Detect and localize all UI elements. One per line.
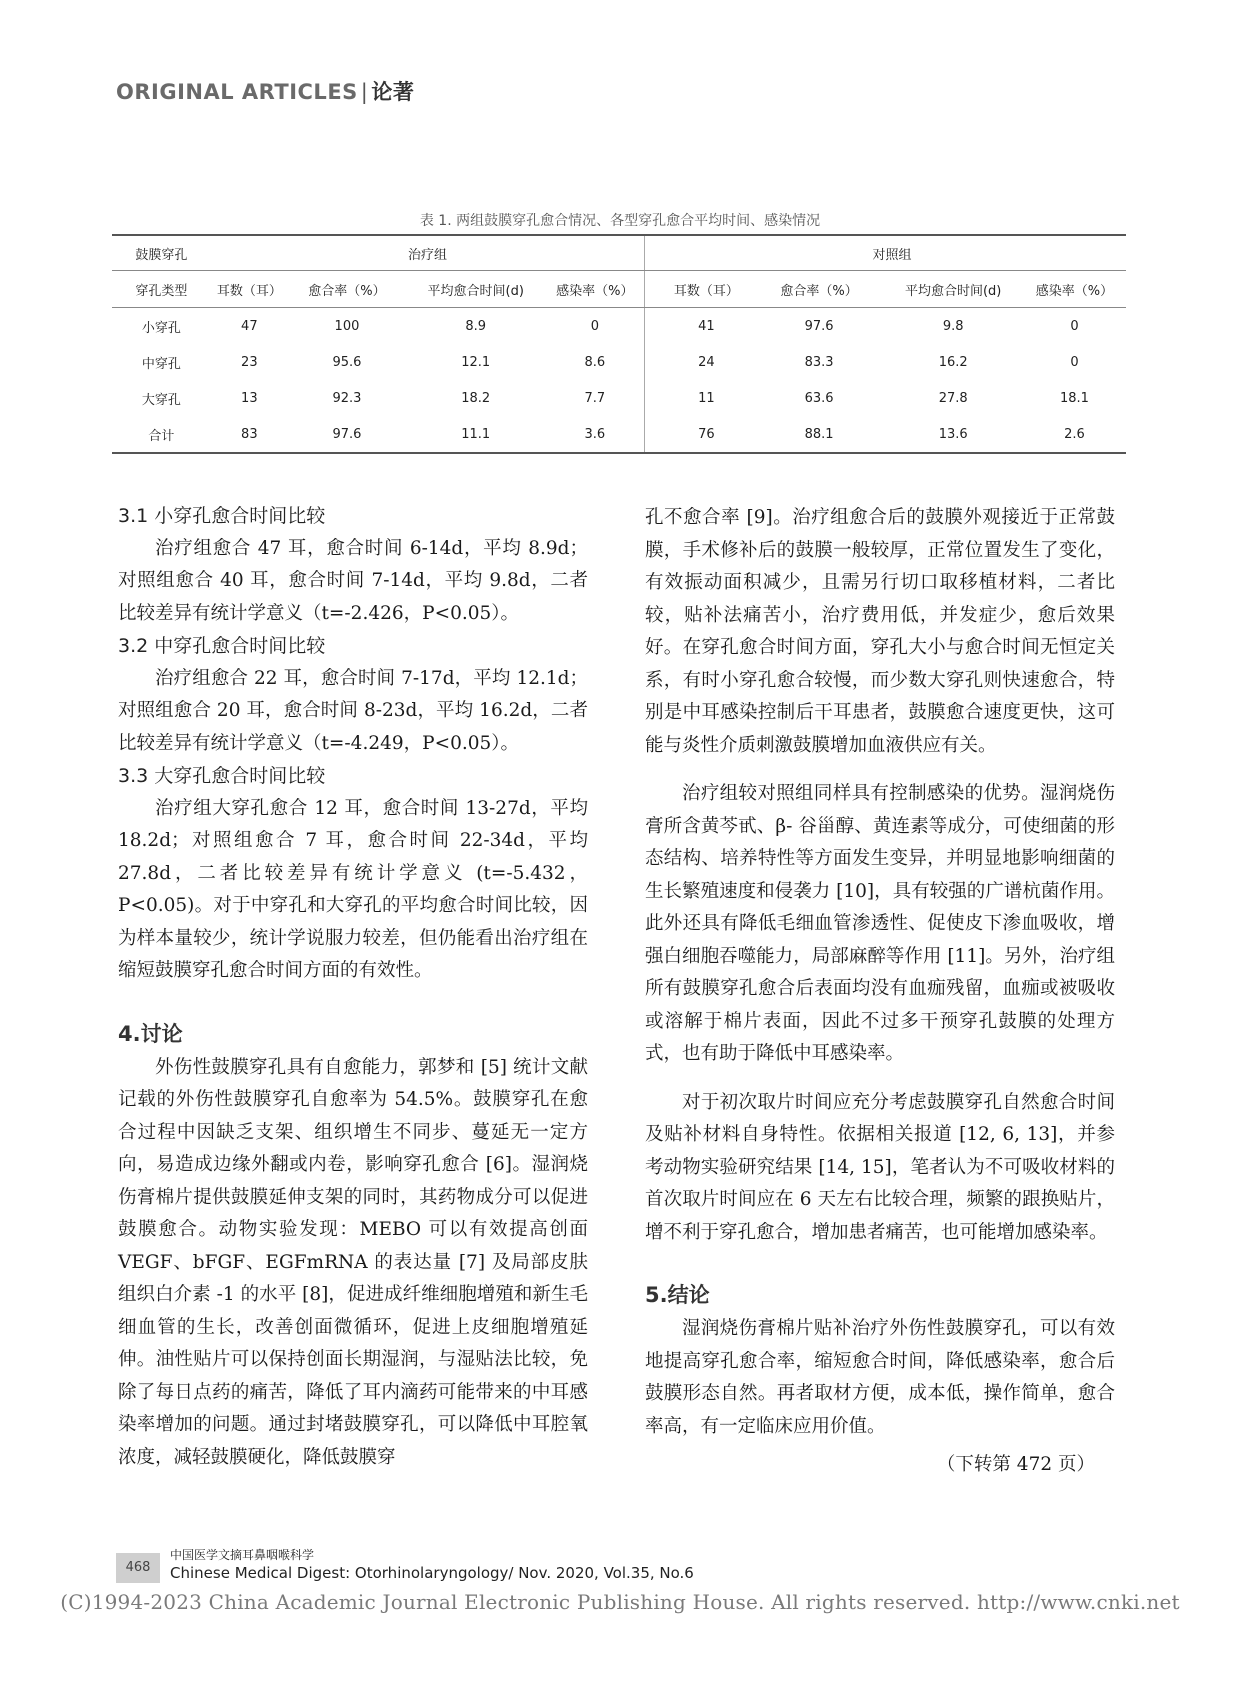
- table-cell: 13: [241, 390, 258, 406]
- header-separator: |: [360, 80, 369, 104]
- table-type-label: 穿孔类型: [112, 271, 211, 308]
- table-cell: 27.8: [938, 390, 968, 406]
- table-row: [112, 308, 1126, 345]
- table-cell: 18.2: [461, 390, 491, 406]
- table-cell: 83.3: [804, 354, 834, 370]
- table-col-header: 平均愈合时间(d): [883, 271, 1022, 308]
- table-cell: 0: [1070, 354, 1079, 370]
- section-header: [116, 76, 414, 106]
- paragraph-continued: 孔不愈合率 [9]。治疗组愈合后的鼓膜外观接近于正常鼓膜，手术修补后的鼓膜一般较厚，正常位置发生了变化，有效振动面积减少，且需另行切口取移植材料，二者比较，贴补法痛苦小，治疗费用低，并发症少，愈后效果好。在穿孔愈合时间方面，穿孔大小与愈合时间无恒定关系，有时小穿孔愈合较慢，而少数大穿孔则快速愈合，特别是中耳感染控制后干耳患者，鼓膜愈合速度更快，这可能与炎性介质刺激鼓膜增加血液供应有关。: [645, 507, 1115, 756]
- section-heading-discussion: 4.讨论: [118, 1021, 183, 1046]
- table-cell: 41: [698, 318, 715, 334]
- table-cell: 92.3: [332, 390, 362, 406]
- table-row-type: 中穿孔: [141, 356, 181, 372]
- right-column: [645, 502, 1115, 1482]
- table-cell: 2.6: [1023, 416, 1126, 453]
- table-group-row: [112, 235, 1126, 271]
- table-caption: 表 1. 两组鼓膜穿孔愈合情况、各型穿孔愈合平均时间、感染情况: [419, 213, 821, 229]
- table-cell: 18.1: [1059, 390, 1089, 406]
- table-cell: 16.2: [938, 354, 968, 370]
- paragraph-3-1: 治疗组愈合 47 耳，愈合时间 6-14d，平均 8.9d；对照组愈合 40 耳，愈合时间 7-14d，平均 9.8d，二者比较差异有统计学意义（t=-2.426，P<0.05）。: [118, 537, 588, 624]
- table-row: [112, 416, 1126, 453]
- paragraph-removal-time: 对于初次取片时间应充分考虑鼓膜穿孔自然愈合时间及贴补材料自身特性。依据相关报道 [12, 6, 13]，并参考动物实验研究结果 [14, 15]，笔者认为不可吸收材料的首次取片时间应在 6 天左右比较合理，频繁的跟换贴片，增不利于穿孔愈合，增加患者痛苦，也可能增加感染率。: [645, 1091, 1115, 1243]
- table-row-type: 合计: [112, 416, 211, 453]
- table-treatment-header: 治疗组: [211, 235, 645, 271]
- table-row-type: 大穿孔: [141, 392, 181, 408]
- section-heading-3-2: 3.2 中穿孔愈合时间比较: [118, 635, 326, 657]
- table-cell: 8.9: [465, 318, 487, 334]
- left-column: [118, 500, 588, 1474]
- table-cell: 9.8: [942, 318, 964, 334]
- table-row: [112, 344, 1126, 380]
- paragraph-3-2: 治疗组愈合 22 耳，愈合时间 7-17d，平均 12.1d；对照组愈合 20 耳，愈合时间 8-23d，平均 16.2d，二者比较差异有统计学意义（t=-4.249，P<0.05）。: [118, 667, 588, 754]
- paragraph-discussion: 外伤性鼓膜穿孔具有自愈能力，郭梦和 [5] 统计文献记载的外伤性鼓膜穿孔自愈率为 54.5%。鼓膜穿孔在愈合过程中因缺乏支架、组织增生不同步、蔓延无一定方向，易造成边缘外翻或内卷，影响穿孔愈合 [6]。湿润烧伤膏棉片提供鼓膜延伸支架的同时，其药物成分可以促进鼓膜愈合。动物实验发现：MEBO 可以有效提高创面 VEGF、bFGF、EGFmRNA 的表达量 [7] 及局部皮肤组织白介素 -1 的水平 [8]，促进成纤维细胞增殖和新生毛细血管的生长，改善创面微循环，促进上皮细胞增殖延伸。油性贴片可以保持创面长期湿润，与湿贴法比较，免除了每日点药的痛苦，降低了耳内滴药可能带来的中耳感染率增加的问题。通过封堵鼓膜穿孔，可以降低中耳腔氧浓度，减轻鼓膜硬化，降低鼓膜穿: [118, 1056, 588, 1468]
- table-cell: 7.7: [545, 380, 644, 416]
- table-header-row: [112, 271, 1126, 308]
- table-cell: 8.6: [545, 344, 644, 380]
- section-heading-3-3: 3.3 大穿孔愈合时间比较: [118, 765, 326, 787]
- section-heading-3-1: 3.1 小穿孔愈合时间比较: [118, 505, 326, 527]
- table-col-header: 平均愈合时间(d): [406, 271, 545, 308]
- journal-name-en: Chinese Medical Digest: Otorhinolaryngology/ Nov. 2020, Vol.35, No.6: [170, 1564, 694, 1582]
- copyright-notice: (C)1994-2023 China Academic Journal Electronic Publishing House. All rights reserved. http://www.cnki.net: [60, 1590, 1180, 1614]
- table-col-header: 耳数（耳）: [658, 271, 755, 308]
- table-cell: 47: [241, 318, 258, 334]
- table-col-header: 感染率（%）: [545, 271, 644, 308]
- paragraph-3-3: 治疗组大穿孔愈合 12 耳，愈合时间 13-27d，平均 18.2d；对照组愈合 7 耳，愈合时间 22-34d，平均 27.8d，二者比较差异有统计学意义 (t=-5.432，P<0.05)。对于中穿孔和大穿孔的平均愈合时间比较，因为样本量较少，统计学说服力较差，但仍能看出治疗组在缩短鼓膜穿孔愈合时间方面的有效性。: [118, 797, 588, 981]
- header-cn: 论著: [371, 80, 415, 104]
- paragraph-infection: 治疗组较对照组同样具有控制感染的优势。湿润烧伤膏所含黄芩甙、β- 谷甾醇、黄连素等成分，可使细菌的形态结构、培养特性等方面发生变异，并明显地影响细菌的生长繁殖速度和侵袭力 [10]，具有较强的广谱杭菌作用。此外还具有降低毛细血管渗透性、促使皮下渗血吸收，增强白细胞吞噬能力，局部麻醉等作用 [11]。另外，治疗组所有鼓膜穿孔愈合后表面均没有血痂残留，血痂或被吸收或溶解于棉片表面，因此不过多干预穿孔鼓膜的处理方式，也有助于降低中耳感染率。: [645, 783, 1115, 1064]
- table-col-header: 愈合率（%）: [288, 271, 406, 308]
- table-cell: 3.6: [545, 416, 644, 453]
- table-cell: 97.6: [288, 416, 406, 453]
- table-cell: 11: [698, 390, 715, 406]
- table-row-type: 小穿孔: [141, 320, 181, 336]
- page-number: 468: [116, 1553, 160, 1583]
- table-cell: 83: [211, 416, 288, 453]
- section-heading-conclusion: 5.结论: [645, 1283, 710, 1307]
- table-col-header: 愈合率（%）: [755, 271, 884, 308]
- table-group-label: 鼓膜穿孔: [112, 235, 211, 271]
- results-table: [112, 234, 1126, 454]
- table-control-header: 对照组: [658, 235, 1126, 271]
- table-cell: 0: [545, 308, 644, 345]
- table-cell: 24: [698, 354, 715, 370]
- table-cell: 23: [241, 354, 258, 370]
- paragraph-conclusion: 湿润烧伤膏棉片贴补治疗外伤性鼓膜穿孔，可以有效地提高穿孔愈合率，缩短愈合时间，降低感染率，愈合后鼓膜形态自然。再者取材方便，成本低，操作简单，愈合率高，有一定临床应用价值。: [645, 1318, 1115, 1437]
- table-col-header: 耳数（耳）: [211, 271, 288, 308]
- journal-name-cn: 中国医学文摘耳鼻咽喉科学: [170, 1548, 315, 1562]
- table-cell: 13.6: [883, 416, 1022, 453]
- table-cell: 95.6: [332, 354, 362, 370]
- table-cell: 76: [658, 416, 755, 453]
- table-cell: 100: [334, 318, 360, 334]
- table-col-header: 感染率（%）: [1023, 271, 1126, 308]
- header-en: ORIGINAL ARTICLES: [116, 80, 358, 104]
- table-cell: 11.1: [406, 416, 545, 453]
- table-cell: 63.6: [804, 390, 834, 406]
- continued-note: （下转第 472 页）: [936, 1454, 1095, 1475]
- table-cell: 97.6: [804, 318, 834, 334]
- table-cell: 88.1: [755, 416, 884, 453]
- table-cell: 0: [1070, 318, 1079, 334]
- table-row: [112, 380, 1126, 416]
- table-cell: 12.1: [461, 354, 491, 370]
